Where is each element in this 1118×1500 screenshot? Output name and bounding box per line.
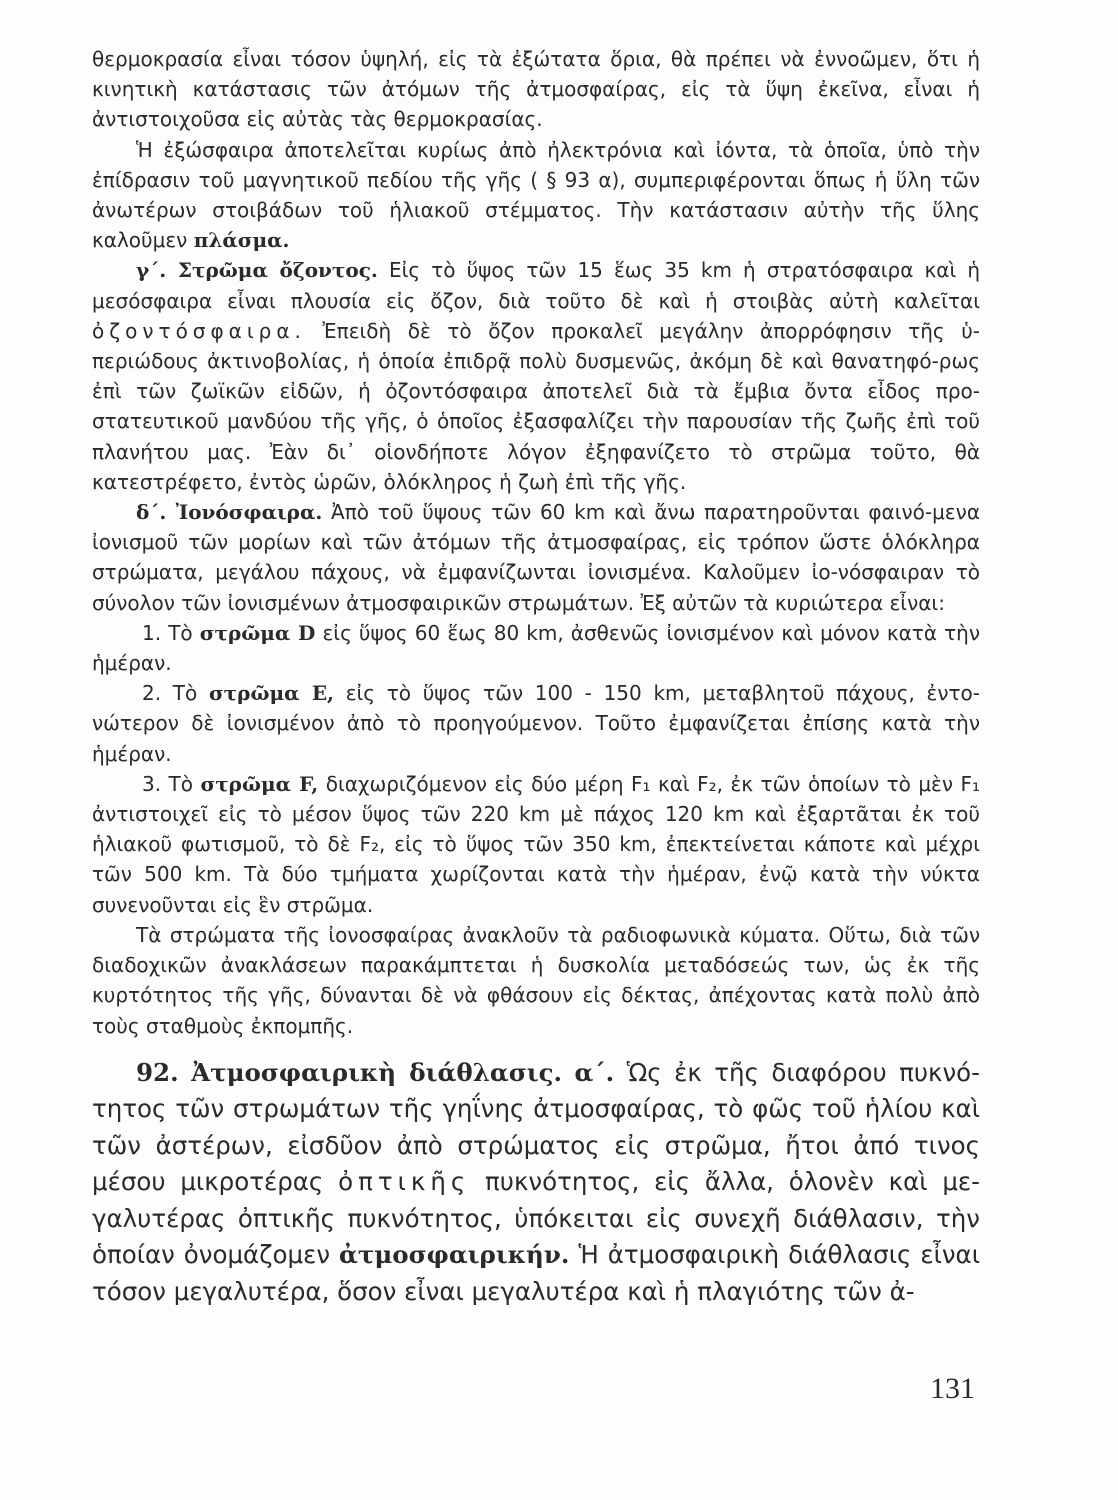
subsection-heading-ozone: γ΄. Στρῶμα ὄζοντος. (136, 258, 378, 283)
list-item-text: διαχωριζόμενον εἰς δύο μέρη F₁ καὶ F₂, ἐκ τῶν ὁποίων τὸ μὲν F₁ ἀντιστοιχεῖ εἰς τὸ μέσον ὕψος τῶν 220 km μὲ πάχος 120 km καὶ ἐξαρτᾶται ἐκ τοῦ ἡλιακοῦ φωτισμοῦ, τὸ δὲ F₂, εἰς τὸ ὕψος τῶν 350 km, ἐπεκτείνεται κάποτε καὶ μέχρι τῶν 500 km. Τὰ δύο τμήματα χωρίζονται κατὰ τὴν ἡμέραν, ἐνῷ κατὰ τὴν νύκτα συνενοῦνται εἰς ἓν στρῶμα. (92, 771, 981, 917)
subsection-heading-ionosphere: δ΄. Ἰονόσφαιρα. (136, 500, 323, 525)
paragraph-text: Ἡ ἐξώσφαιρα ἀποτελεῖται κυρίως ἀπὸ ἠλεκτρόνια καὶ ἰόντα, τὰ ὁποῖα, ὑπὸ τὴν ἐπίδρασιν τοῦ μαγνητικοῦ πεδίου τῆς γῆς ( § 93 α), συμπεριφέρονται ὅπως ἡ ὕλη τῶν ἀνωτέρων στοιβάδων τοῦ ἡλιακοῦ στέμματος. Τὴν κατάστασιν αὐτὴν τῆς ὕλης καλοῦμεν (92, 137, 980, 253)
paragraph (92, 255, 980, 497)
term-atmospheric: ἀτμοσφαιρικήν. (338, 1240, 570, 1270)
paragraph (92, 920, 980, 1041)
section-text: Ἡ ἀτμοσφαιρικὴ διάθλασις εἶναι τόσον μεγαλυτέρα, ὅσον εἶναι μεγαλυτέρα καὶ ἡ πλαγιότης τῶν ἀ- (92, 1240, 980, 1306)
body-text (92, 44, 980, 1310)
section-92 (92, 1055, 980, 1311)
paragraph (92, 497, 980, 618)
section-number: 92. (136, 1057, 179, 1087)
paragraph (92, 44, 980, 135)
term-layer-d: στρῶμα D (199, 620, 316, 645)
list-item-text: 2. Τὸ (142, 681, 209, 706)
section-text: Ὡς ἐκ τῆς διαφόρου πυκνό-τητος τῶν στρωμάτων τῆς γηΐνης ἀτμοσφαίρας, τὸ φῶς τοῦ ἡλίου καὶ τῶν ἀστέρων, εἰσδῦον ἀπὸ στρώματος εἰς στρῶμα, ἤτοι ἀπό τινος μέσου μικροτέρας (92, 1057, 980, 1197)
list-item-text: εἰς ὕψος 60 ἕως 80 km, ἀσθενῶς ἰονισμένον καὶ μόνον κατὰ τὴν ἡμέραν. (92, 620, 981, 676)
list-item-text: 3. Τὸ (142, 771, 201, 796)
paragraph-text: Ἐπειδὴ δὲ τὸ ὄζον προκαλεῖ μεγάλην ἀπορρόφησιν τῆς ὑ-περιώδους ἀκτινοβολίας, ἡ ὁποία ἐπιδρᾷ πολὺ δυσμενῶς, ἀκόμη δὲ καὶ θανατηφό-ρως ἐπὶ τῶν ζωϊκῶν εἰδῶν, ἡ ὀζοντόσφαιρα ἀποτελεῖ διὰ τὰ ἔμβια ὄντα εἶδος προ-στατευτικοῦ μανδύου τῆς γῆς, ὁ ὁποῖος ἐξασφαλίζει τὴν παρουσίαν τῆς ζωῆς ἐπὶ τοῦ πλανήτου μας. Ἐὰν δι᾽ οἱονδήποτε λόγον ἐξηφανίζετο τὸ στρῶμα τοῦτο, θὰ κατεστρέφετο, ἐντὸς ὡρῶν, ὁλόκληρος ἡ ζωὴ ἐπὶ τῆς γῆς. (92, 318, 980, 494)
paragraph-text: Τὰ στρώματα τῆς ἰονοσφαίρας ἀνακλοῦν τὰ ραδιοφωνικὰ κύματα. Οὕτω, διὰ τῶν διαδοχικῶν ἀνακλάσεων παρακάμπτεται ἡ δυσκολία μεταδόσεώς των, ὡς ἐκ τῆς κυρτότητος τῆς γῆς, δύνανται δὲ νὰ φθάσουν εἰς δέκτας, ἀπέχοντας κατὰ πολὺ ἀπὸ τοὺς σταθμοὺς ἐκπομπῆς. (92, 922, 980, 1038)
subsection-label: α΄. (574, 1057, 615, 1087)
list-item (92, 769, 980, 920)
paragraph-text: Εἰς τὸ ὕψος τῶν 15 ἕως 35 km ἡ στρατόσφαιρα καὶ ἡ μεσόσφαιρα εἶναι πλουσία εἰς ὄζον, διὰ τοῦτο δὲ καὶ ἡ στοιβὰς αὐτὴ καλεῖται (92, 258, 980, 313)
term-optical: ὀπτικῆς (338, 1167, 471, 1197)
section-paragraph (92, 1055, 980, 1311)
term-ozonosphere: ὀζοντόσφαιρα. (92, 318, 306, 343)
list-item-text: 1. Τὸ (142, 620, 200, 645)
paragraph-text: Ἀπὸ τοῦ ὕψους τῶν 60 km καὶ ἄνω παρατηροῦνται φαινό-μενα ἰονισμοῦ τῶν μορίων καὶ τῶν ἀτόμων τῆς ἀτμοσφαίρας, εἰς τρόπον ὥστε ὁλόκληρα στρώματα, μεγάλου πάχους, νὰ ἐμφανίζωνται ἰονισμένα. Καλοῦμεν ἰο-νόσφαιραν τὸ σύνολον τῶν ἰονισμένων ἀτμοσφαιρικῶν στρωμάτων. Ἐξ αὐτῶν τὰ κυριώτερα εἶναι: (92, 500, 980, 615)
paragraph (92, 135, 980, 256)
paragraph-text: θερμοκρασία εἶναι τόσον ὑψηλή, εἰς τὰ ἐξώτατα ὅρια, θὰ πρέπει νὰ ἐννοῶμεν, ὅτι ἡ κινητικὴ κατάστασις τῶν ἀτόμων τῆς ἀτμοσφαίρας, εἰς τὰ ὕψη ἐκεῖνα, εἶναι ἡ ἀντιστοιχοῦσα εἰς αὐτὰς τὰς θερμοκρασίας. (92, 47, 980, 132)
section-title: Ἀτμοσφαιρικὴ διάθλασις. (191, 1057, 563, 1087)
list-item (92, 618, 980, 678)
term-layer-e: στρῶμα E, (208, 681, 335, 706)
list-item (92, 678, 980, 769)
list-item-text: εἰς τὸ ὕψος τῶν 100 - 150 km, μεταβλητοῦ πάχους, ἐντο-νώτερον δὲ ἰονισμένον ἀπὸ τὸ προηγούμενον. Τοῦτο ἐμφανίζεται ἐπίσης κατὰ τὴν ἡμέραν. (92, 681, 981, 766)
term-plasma: πλάσμα. (193, 228, 290, 253)
page-number: 131 (930, 1372, 975, 1405)
term-layer-f: στρῶμα F, (200, 771, 319, 796)
section-text: πυκνότητος, εἰς ἄλλα, ὁλονὲν καὶ με-γαλυτέρας ὀπτικῆς πυκνότητος, ὑπόκειται εἰς συνεχῆ διάθλασιν, τὴν ὁποίαν ὀνομάζομεν (92, 1167, 980, 1270)
